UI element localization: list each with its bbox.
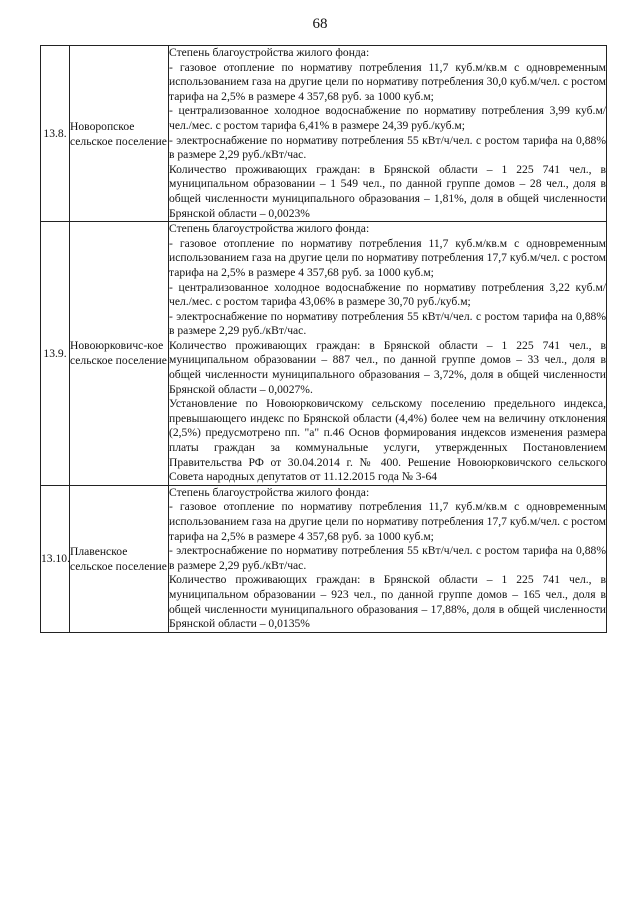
description-paragraph: Установление по Новоюрковичскому сельскому поселению предельного индекса, превышающего индекс по Брянской области (4,4%) более чем на величину отклонения (2,5%) предусмотрено пп. "а" п.46 Основ формирования индексов изменения размера платы граждан за коммунальные услуги, утвержденных Постановлением Правительства РФ от 30.04.2014 г. № 400. Решение Новоюрковичского сельского Совета народных депутатов от 11.12.2015 года № 3-64	[169, 397, 606, 484]
description-paragraph: - электроснабжение по нормативу потребления 55 кВт/ч/чел. с ростом тарифа на 0,88% в размере 2,29 руб./кВт/час.	[169, 544, 606, 572]
description-paragraph: - газовое отопление по нормативу потребления 11,7 куб.м/кв.м с одновременным использованием газа на другие цели по нормативу потребления 17,7 куб.м/чел. с ростом тарифа на 2,5% в размере 4 357,68 руб. за 1000 куб.м;	[169, 236, 606, 279]
table-row	[41, 485, 607, 632]
settlement-name: Новоропское сельское поселение	[70, 46, 169, 222]
description-paragraph: Количество проживающих граждан: в Брянской области – 1 225 741 чел., в муниципальном образовании – 923 чел., по данной группе домов – 165 чел., доля в общей численности муниципального образования – 17,88%, доля в общей численности Брянской области – 0,0135%	[169, 573, 606, 631]
description-paragraph: - централизованное холодное водоснабжение по нормативу потребления 3,99 куб.м/чел./мес. с ростом тарифа 6,41% в размере 24,39 руб./куб.м;	[169, 104, 606, 132]
description-paragraph: Степень благоустройства жилого фонда:	[169, 222, 370, 236]
description-paragraph: - газовое отопление по нормативу потребления 11,7 куб.м/кв.м с одновременным использованием газа на другие цели по нормативу потребления 17,7 куб.м/чел. с ростом тарифа на 2,5% в размере 4 357,68 руб. за 1000 куб.м;	[169, 500, 606, 543]
table-row	[41, 46, 607, 222]
row-number: 13.10.	[41, 485, 70, 632]
row-description	[169, 485, 607, 632]
description-paragraph: Степень благоустройства жилого фонда:	[169, 46, 370, 59]
tariff-table	[40, 45, 607, 633]
description-paragraph: Степень благоустройства жилого фонда:	[169, 485, 370, 499]
settlement-name: Новоюрковичс-кое сельское поселение	[70, 222, 169, 486]
table-row	[41, 222, 607, 486]
row-description	[169, 46, 607, 222]
description-paragraph: - газовое отопление по нормативу потребления 11,7 куб.м/кв.м с одновременным использованием газа на другие цели по нормативу потребления 30,0 куб.м/чел. с ростом тарифа на 2,5% в размере 4 357,68 руб. за 1000 куб.м;	[169, 60, 606, 103]
row-description	[169, 222, 607, 486]
description-paragraph: - электроснабжение по нормативу потребления 55 кВт/ч/чел. с ростом тарифа на 0,88% в размере 2,29 руб./кВт/час.	[169, 133, 606, 162]
description-paragraph: Количество проживающих граждан: в Брянской области – 1 225 741 чел., в муниципальном образовании – 1 549 чел., по данной группе домов – 28 чел., доля в общей численности муниципального образования – 1,81%, доля в общей численности Брянской области – 0,0023%	[169, 162, 606, 220]
settlement-name: Плавенское сельское поселение	[70, 485, 169, 632]
description-paragraph: Количество проживающих граждан: в Брянской области – 1 225 741 чел., в муниципальном образовании – 887 чел., по данной группе домов – 33 чел., доля в общей численности муниципального образования – 3,72%, доля в общей численности Брянской области – 0,0027%.	[169, 338, 606, 396]
description-paragraph: - централизованное холодное водоснабжение по нормативу потребления 3,22 куб.м/чел./мес. с ростом тарифа 43,06% в размере 30,70 руб./куб.м;	[169, 280, 606, 309]
row-number: 13.8.	[41, 46, 70, 222]
row-number: 13.9.	[41, 222, 70, 486]
description-paragraph: - электроснабжение по нормативу потребления 55 кВт/ч/чел. с ростом тарифа на 0,88% в размере 2,29 руб./кВт/час.	[169, 309, 606, 338]
page-number: 68	[312, 16, 328, 32]
